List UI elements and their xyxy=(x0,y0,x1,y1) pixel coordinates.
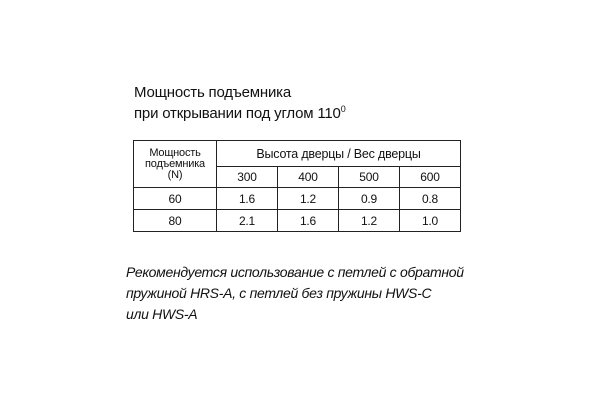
lift-power-header-line-1: Мощность xyxy=(149,146,201,159)
column-header-500: 500 xyxy=(339,167,400,188)
table-cell: 1.2 xyxy=(339,210,400,232)
column-header-600: 600 xyxy=(400,167,461,188)
heading-line-2-text: при открывании под углом 110 xyxy=(134,105,341,122)
lift-power-heading xyxy=(134,82,346,124)
door-height-weight-header: Высота дверцы / Вес дверцы xyxy=(217,141,461,167)
table-cell: 1.6 xyxy=(217,188,278,210)
column-header-400: 400 xyxy=(278,167,339,188)
lift-power-column-header xyxy=(134,141,217,188)
lift-power-header-line-3: (N) xyxy=(167,168,183,181)
heading-line-1: Мощность подъемника xyxy=(134,84,292,101)
table-cell: 1.0 xyxy=(400,210,461,232)
note-line-2: пружиной HRS-A, с петлей без пружины HWS-C xyxy=(126,285,432,301)
table-header-row xyxy=(134,141,461,167)
table-cell: 1.2 xyxy=(278,188,339,210)
table-cell: 0.9 xyxy=(339,188,400,210)
lift-power-header-line-2: подъемника xyxy=(145,157,205,170)
row-label-80: 80 xyxy=(134,210,217,232)
table-cell: 1.6 xyxy=(278,210,339,232)
note-line-3: или HWS-A xyxy=(126,306,198,322)
lift-power-table xyxy=(133,140,461,232)
recommendation-note xyxy=(126,262,486,325)
table-cell: 0.8 xyxy=(400,188,461,210)
row-label-60: 60 xyxy=(134,188,217,210)
column-header-300: 300 xyxy=(217,167,278,188)
table-row xyxy=(134,210,461,232)
table-cell: 2.1 xyxy=(217,210,278,232)
note-line-1: Рекомендуется использование с петлей с обратной xyxy=(126,264,464,280)
degree-superscript: 0 xyxy=(340,104,346,114)
heading-line-2 xyxy=(134,103,346,124)
table-row xyxy=(134,188,461,210)
